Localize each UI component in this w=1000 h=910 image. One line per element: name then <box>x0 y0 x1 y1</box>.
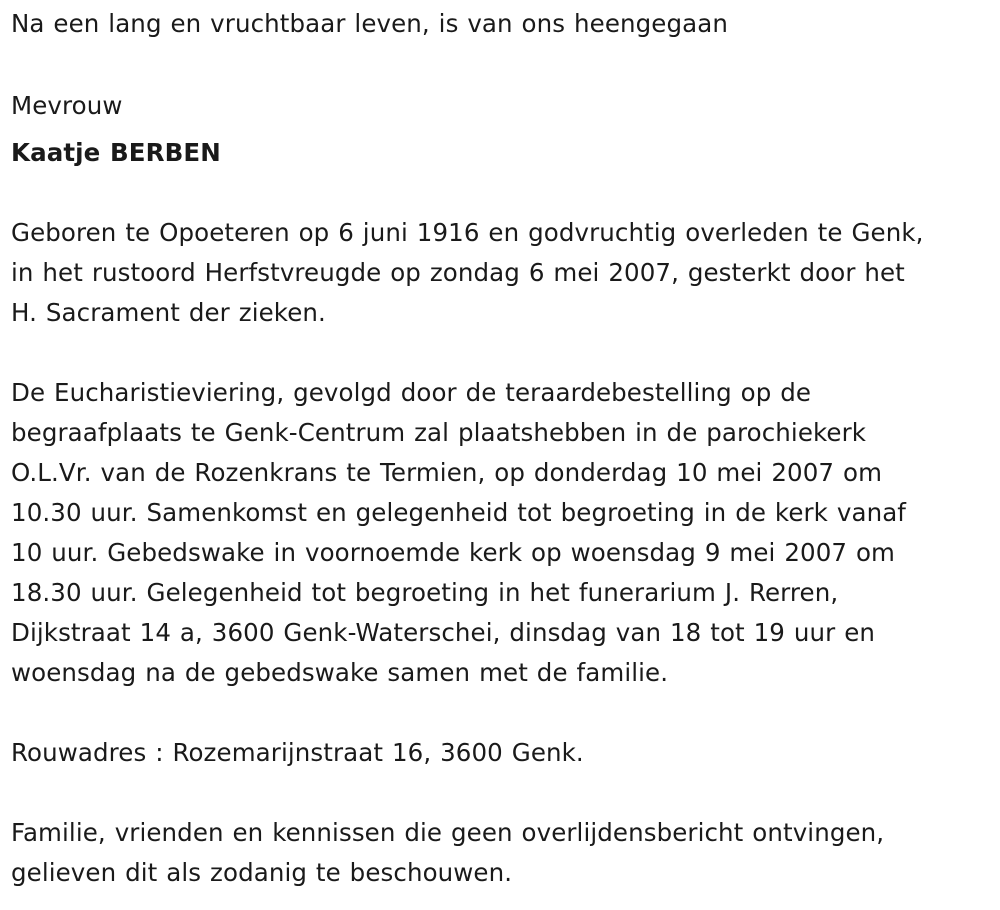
spacer <box>11 173 986 213</box>
paragraph-line: O.L.Vr. van de Rozenkrans te Termien, op donderdag 10 mei 2007 om <box>11 458 883 487</box>
spacer <box>11 333 986 373</box>
obituary-notice <box>11 4 986 893</box>
paragraph-line: Geboren te Opoeteren op 6 juni 1916 en godvruchtig overleden te Genk, <box>11 218 924 247</box>
paragraph-line: in het rustoord Herfstvreugde op zondag 6 mei 2007, gesterkt door het <box>11 258 905 287</box>
spacer <box>11 693 986 733</box>
mourning-address: Rouwadres : Rozemarijnstraat 16, 3600 Genk. <box>11 738 584 767</box>
closing-paragraph <box>11 813 986 893</box>
intro-line: Na een lang en vruchtbaar leven, is van ons heengegaan <box>11 9 728 38</box>
paragraph-line: Dijkstraat 14 a, 3600 Genk-Waterschei, dinsdag van 18 tot 19 uur en <box>11 618 876 647</box>
spacer <box>11 44 986 86</box>
paragraph-line: woensdag na de gebedswake samen met de familie. <box>11 658 669 687</box>
birth-paragraph <box>11 213 986 333</box>
paragraph-line: 18.30 uur. Gelegenheid tot begroeting in het funerarium J. Rerren, <box>11 578 839 607</box>
paragraph-line: 10.30 uur. Samenkomst en gelegenheid tot begroeting in de kerk vanaf <box>11 498 907 527</box>
honorific: Mevrouw <box>11 91 123 120</box>
paragraph-line: Familie, vrienden en kennissen die geen overlijdensbericht ontvingen, <box>11 818 885 847</box>
spacer <box>11 773 986 813</box>
ceremony-paragraph <box>11 373 986 693</box>
paragraph-line: H. Sacrament der zieken. <box>11 298 326 327</box>
paragraph-line: begraafplaats te Genk-Centrum zal plaatshebben in de parochiekerk <box>11 418 867 447</box>
deceased-name: Kaatje BERBEN <box>11 138 221 167</box>
paragraph-line: gelieven dit als zodanig te beschouwen. <box>11 858 513 887</box>
paragraph-line: 10 uur. Gebedswake in voornoemde kerk op woensdag 9 mei 2007 om <box>11 538 896 567</box>
paragraph-line: De Eucharistieviering, gevolgd door de teraardebestelling op de <box>11 378 812 407</box>
